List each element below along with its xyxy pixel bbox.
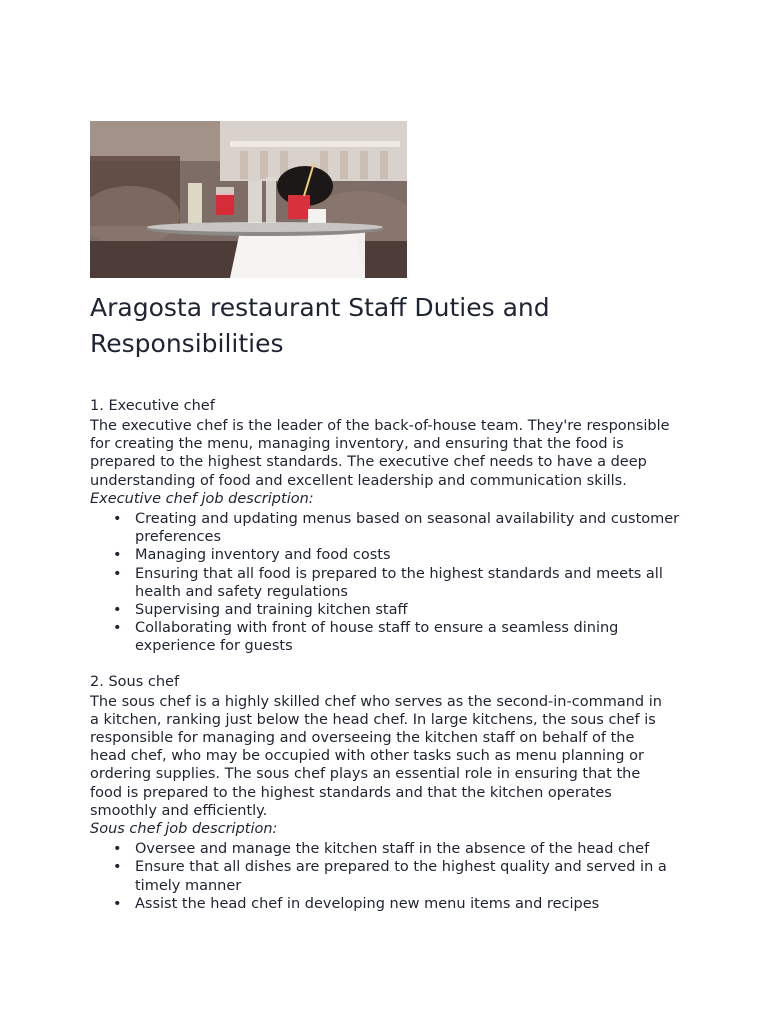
section-paragraph: The sous chef is a highly skilled chef who serves as the second-in-command in a kitchen, ranking just below the head chef. In large kitchens, the sous chef is responsible for managing and overseeing the kitchen staff on behalf of the head chef, who may be occupied with other tasks such as menu planning or ordering supplies. The sous chef plays an essential role in ensuring that the food is prepared to the highest standards and that the kitchen operates smoothly and efficiently. (90, 693, 662, 819)
list-item: • Supervising and training kitchen staff (135, 601, 690, 619)
list-item: • Creating and updating menus based on seasonal availability and customer preferences (135, 510, 690, 546)
waiter-tray-photo (90, 121, 407, 278)
document-page (90, 121, 690, 913)
job-description-list (90, 510, 690, 656)
list-item: • Oversee and manage the kitchen staff in the absence of the head chef (135, 840, 690, 858)
section-sous-chef (90, 673, 690, 913)
section-executive-chef (90, 397, 690, 656)
list-item: • Ensure that all dishes are prepared to the highest quality and served in a timely manner (135, 858, 690, 894)
list-item: • Managing inventory and food costs (135, 546, 690, 564)
job-description-label: Executive chef job description: (90, 490, 314, 507)
list-item: • Collaborating with front of house staff to ensure a seamless dining experience for guests (135, 619, 690, 655)
section-heading: 2. Sous chef (90, 673, 180, 690)
list-item: • Ensuring that all food is prepared to the highest standards and meets all health and safety regulations (135, 565, 690, 601)
list-item: • Assist the head chef in developing new menu items and recipes (135, 895, 690, 913)
job-description-list (90, 840, 690, 913)
job-description-label: Sous chef job description: (90, 821, 278, 838)
section-heading: 1. Executive chef (90, 398, 215, 414)
waiter-tray-illustration (90, 121, 407, 278)
page-title: Aragosta restaurant Staff Duties and Responsibilities (90, 293, 550, 358)
section-paragraph: The executive chef is the leader of the back-of-house team. They're responsible for creating the menu, managing inventory, and ensuring that the food is prepared to the highest standards. The executive chef needs to have a deep understanding of food and excellent leadership and communication skills. (90, 418, 670, 489)
